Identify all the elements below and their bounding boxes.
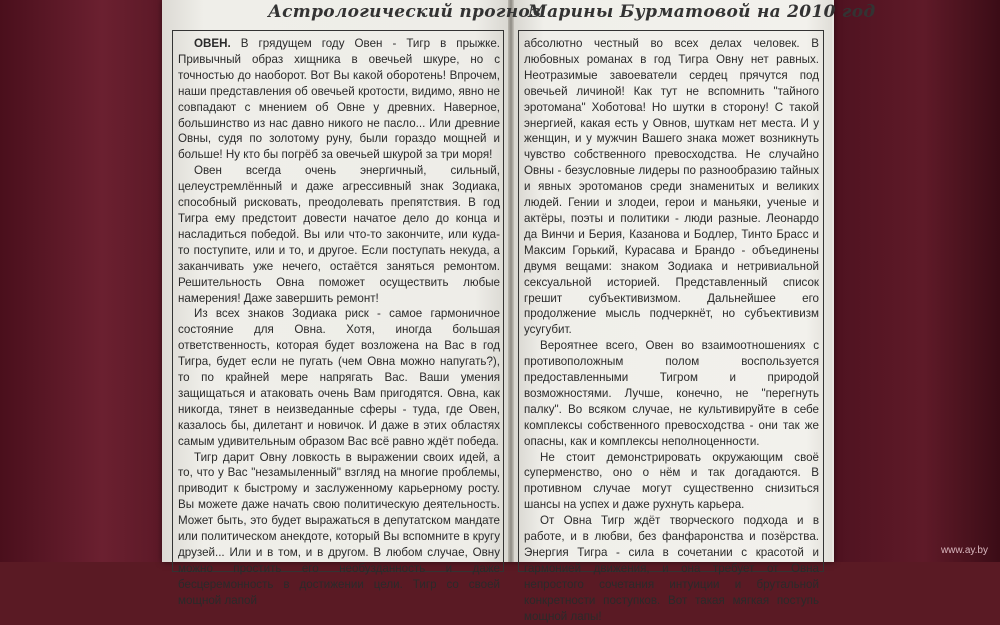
paragraph: Не стоит демонстрировать окружающим своё суперменство, оно о нём и так догадаются. В противном случае могут существенно снизиться шансы на успех и даже рухнуть карьера. [524, 450, 819, 512]
paragraph: Вероятнее всего, Овен во взаимоотношениях с противоположным полом воспользуется предоставленными Тигром и природой возможностями. Лучше, конечно, не "перегнуть палку". Во всяком случае, не культивируйте в себе комплексы собственного превосходства - они так же опасны, как и комплексы неполноценности. [524, 339, 819, 448]
booklet-spine [508, 0, 514, 562]
paragraph [178, 36, 500, 163]
sign-heading: ОВЕН. [194, 37, 231, 50]
paragraph: Тигр дарит Овну ловкость в выражении своих идей, а то, что у Вас "незамыленный" взгляд на многие проблемы, приводит к быстрому и заслуженному карьерному росту. Вы можете даже начать свою политическую деятельность. Может быть, это будет выражаться в депутатском мандате или политическом анекдоте, который Вы вспомните в кругу друзей... Или и в том, и в другом. В любом случае, Овну можно простить его необузданность и даже бесцеремонность в достижении цели. Тигр со своей мощной лапой [178, 450, 500, 607]
page-header-left: Астрологический прогноз [268, 2, 542, 22]
paragraph-text: В грядущем году Овен - Тигр в прыжке. Привычный образ хищника в овечьей шкуре, но с точностью до наоборот. Вот Вы какой оборотень! Впрочем, наши представления об овечьей кротости, видимо, явно не совпадают с мнением об Овне у древних. Наверное, большинство из нас давно никого не пасло... Или древние Овны, судя по золотому руну, были гораздо мощней и больше! Ну кто бы погрёб за овечьей шкурой за три моря! [178, 37, 500, 162]
paragraph: Овен всегда очень энергичный, сильный, целеустремлённый и даже агрессивный знак Зодиака, способный рисковать, преодолевать препятствия. В год Тигра ему предстоит довести начатое дело до конца и насладиться победой. Вы или что-то закончите, или куда-то поступите, или и то, и другое. Если поступать некуда, а заканчивать уже нечего, остаётся заняться ремонтом. Решительность Овна поможет осуществить любые намерения! Даже завершить ремонт! [178, 164, 500, 305]
background-fabric-left [0, 0, 170, 562]
paragraph: Из всех знаков Зодиака риск - самое гармоничное состояние для Овна. Хотя, иногда большая ответственность, которая будет возложена на Вас в год Тигра, будет если не пугать (чем Овна можно напугать?), то по крайней мере напрягать Вас. Ваши умения защищаться и атаковать очень Вам пригодятся. Овна, как никогда, тянет в неизведанные сферы - туда, где Овен, казалось бы, дилетант и новичок. И даже в этих областях самым удивительным образом Вас всё равно ждёт победа. [178, 307, 500, 448]
watermark: www.ay.by [940, 545, 988, 556]
text-column-left [178, 36, 500, 607]
text-column-right [524, 36, 819, 623]
background-fabric-right [830, 0, 1000, 562]
paragraph: абсолютно честный во всех делах человек. В любовных романах в год Тигра Овну нет равных. Неотразимые завоеватели сердец прячутся под овечьей личиной! Как тут не вспомнить "тайного эротомана" Хоботова! Но шутки в сторону! С такой энергией, какая есть у Овнов, шуткам нет места. И у женщин, и у мужчин Вашего знака может возникнуть чувство собственного превосходства. Не случайно Овны - безусловные лидеры по разнообразию тайных и явных эротоманов среди знаменитых и великих людей. Гении и злодеи, герои и маньяки, ученые и актёры, поэты и политики - люди разные. Леонардо да Винчи и Берия, Казанова и Бодлер, Тинто Брасс и Максим Горький, Курасава и Брандо - объединены двумя вещами: знаком Зодиака и нетривиальной сексуальной историей. Представленный список грешит субъективизмом. Дальнейшее его продолжение мысль подчеркнёт, но субъективизм усугубит. [524, 37, 819, 337]
paragraph: От Овна Тигр ждёт творческого подхода и в работе, и в любви, без фанфаронства и позёрства. Энергия Тигра - сила в сочетании с красотой и гармонией движения, и она требует от Овна непростого сочетания интуиции и брутальной конкретности поступков. Вот такая мягкая поступь мощной лапы! [524, 514, 819, 623]
page-header-right: Марины Бурматовой на 2010 год [528, 2, 876, 22]
